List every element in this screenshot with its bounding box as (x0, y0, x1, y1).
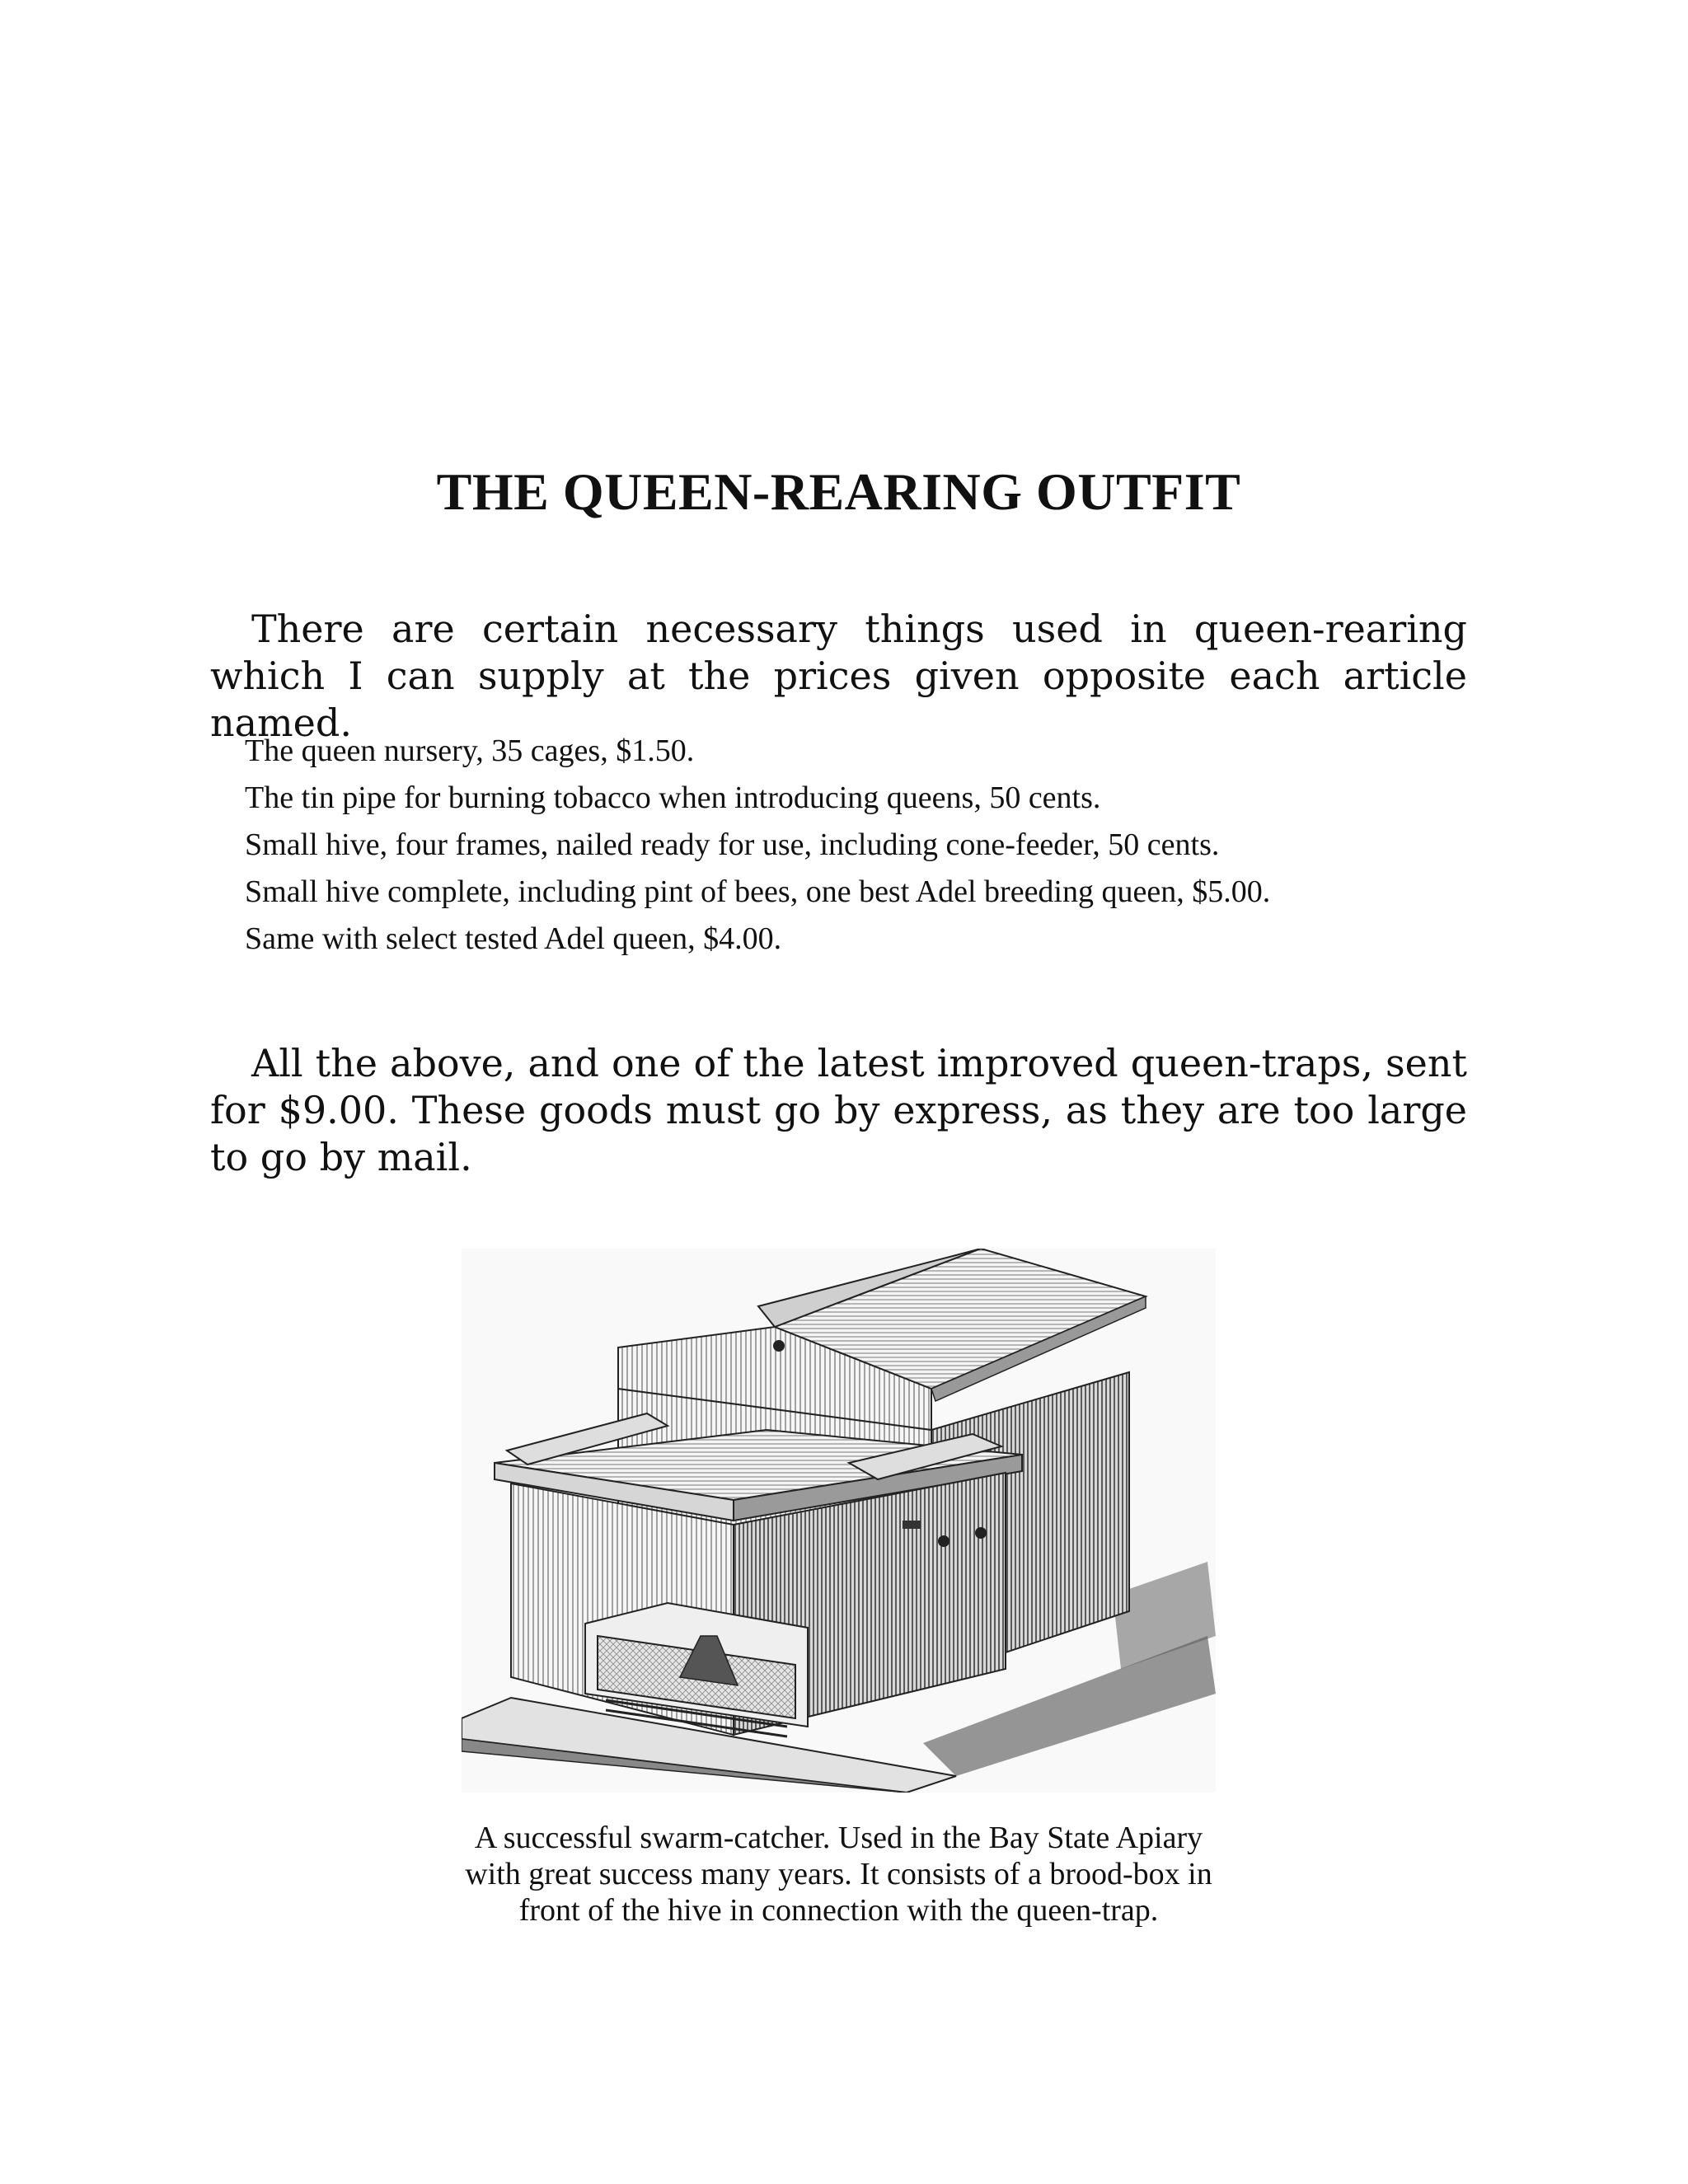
price-list (210, 732, 1467, 967)
list-item: Small hive complete, including pint of bees, one best Adel breeding queen, $5.00. (245, 874, 1271, 909)
list-item: Small hive, four frames, nailed ready for use, including cone-feeder, 50 cents. (245, 827, 1220, 862)
list-item: The queen nursery, 35 cages, $1.50. (245, 733, 695, 768)
intro-paragraph: There are certain necessary things used in queen-rearing which I can supply at the prices given opposite each article named. (210, 607, 1467, 745)
list-item: The tin pipe for burning tobacco when introducing queens, 50 cents. (245, 780, 1101, 815)
outro-paragraph: All the above, and one of the latest improved queen-traps, sent for $9.00. These goods must go by express, as they are too large to go by mail. (210, 1041, 1467, 1179)
figure-caption: A successful swarm-catcher. Used in the Bay State Apiary with great success many years. It consists of a brood-box in front of the hive in connection with the queen-trap. (465, 1821, 1212, 1928)
list-item: Same with select tested Adel queen, $4.00. (245, 921, 782, 956)
hive-swarm-catcher-illustration (462, 1249, 1216, 1793)
hive-illustration (462, 1249, 1216, 1793)
page-title: THE QUEEN-REARING OUTFIT (436, 462, 1241, 521)
